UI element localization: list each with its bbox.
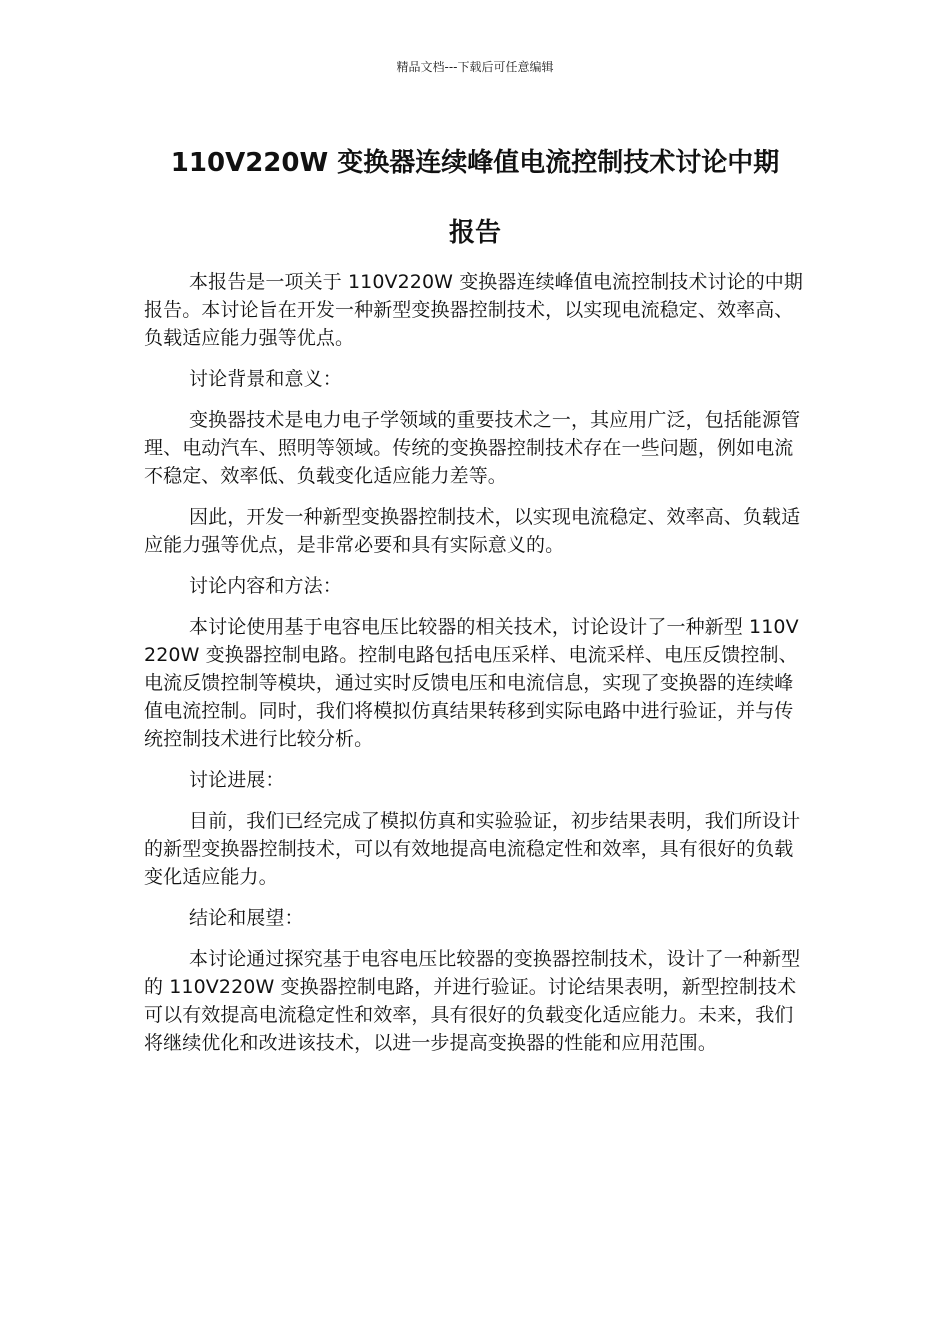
document-title-line-1: 110V220W 变换器连续峰值电流控制技术讨论中期 [170,148,780,178]
methods-paragraph: 本讨论使用基于电容电压比较器的相关技术，讨论设计了一种新型 110V220W 变换器控制电路。控制电路包括电压采样、电流采样、电压反馈控制、电流反馈控制等模块，通过实时反馈电压和电流信息，实现了变换器的连续峰值电流控制。同时，我们将模拟仿真结果转移到实际电路中进行验证，并与传统控制技术进行比较分析。 [144,616,799,750]
background-paragraph: 变换器技术是电力电子学领域的重要技术之一，其应用广泛，包括能源管理、电动汽车、照明等领域。传统的变换器控制技术存在一些问题，例如电流不稳定、效率低、负载变化适应能力差等。 [144,409,801,487]
page-header-text: 精品文档---下载后可任意编辑 [396,60,554,74]
section-heading-conclusion: 结论和展望： [189,907,304,929]
progress-paragraph: 目前，我们已经完成了模拟仿真和实验验证，初步结果表明，我们所设计的新型变换器控制技术，可以有效地提高电流稳定性和效率，具有很好的负载变化适应能力。 [144,810,801,888]
section-heading-methods: 讨论内容和方法： [189,575,342,597]
conclusion-paragraph: 本讨论通过探究基于电容电压比较器的变换器控制技术，设计了一种新型的 110V220W 变换器控制电路，并进行验证。讨论结果表明，新型控制技术可以有效提高电流稳定性和效率，具有很好的负载变化适应能力。未来，我们将继续优化和改进该技术，以进一步提高变换器的性能和应用范围。 [144,948,801,1054]
intro-paragraph: 本报告是一项关于 110V220W 变换器连续峰值电流控制技术讨论的中期报告。本讨论旨在开发一种新型变换器控制技术，以实现电流稳定、效率高、负载适应能力强等优点。 [144,271,803,349]
section-heading-background: 讨论背景和意义： [189,368,342,390]
section-heading-progress: 讨论进展： [189,769,285,791]
document-body [144,268,810,1070]
document-title-line-2: 报告 [448,218,501,248]
significance-paragraph: 因此，开发一种新型变换器控制技术，以实现电流稳定、效率高、负载适应能力强等优点，是非常必要和具有实际意义的。 [144,506,801,556]
document-title [145,128,805,268]
